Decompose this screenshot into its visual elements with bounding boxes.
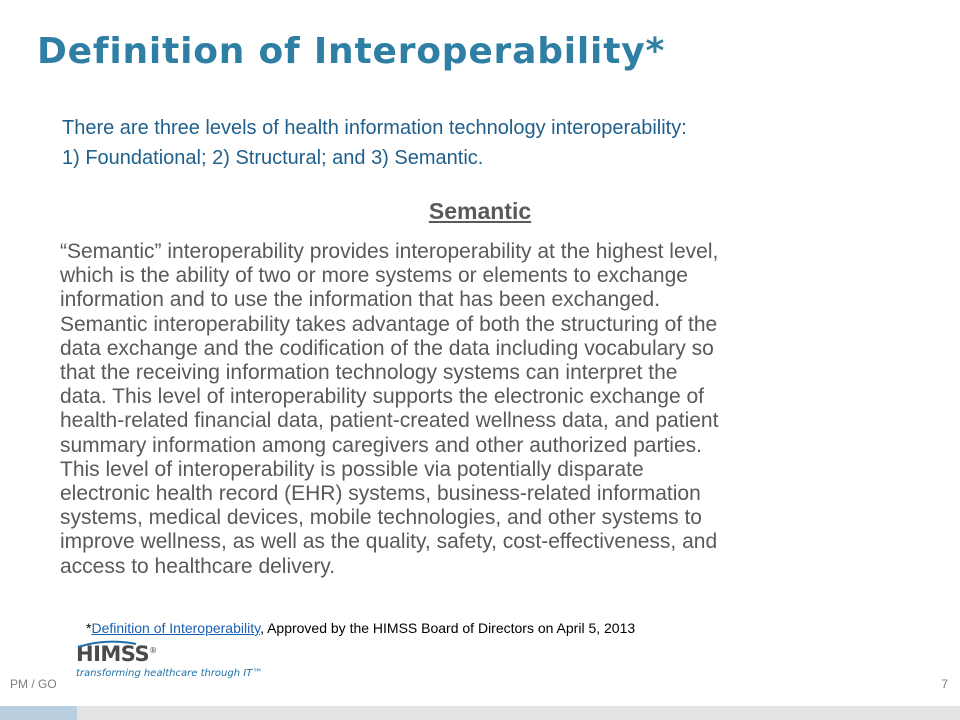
footer-initials: PM / GO: [10, 677, 57, 691]
body-line: summary information among caregivers and other authorized parties.: [60, 433, 702, 457]
swoosh-icon: [76, 640, 138, 650]
himss-wordmark-text: HIMSS: [76, 642, 150, 666]
section-heading: Semantic: [428, 198, 532, 224]
body-line: data exchange and the codification of the data including vocabulary so: [60, 336, 714, 360]
body-line: improve wellness, as well as the quality, safety, cost-effectiveness, and: [60, 530, 718, 554]
footnote-text: , Approved by the HIMSS Board of Directors on April 5, 2013: [260, 620, 636, 636]
slide-title: Definition of Interoperability*: [37, 31, 666, 72]
body-line: which is the ability of two or more systems or elements to exchange: [60, 264, 688, 288]
intro-line: There are three levels of health information technology interoperability:: [62, 117, 687, 139]
body-line: access to healthcare delivery.: [60, 554, 336, 578]
body-line: electronic health record (EHR) systems, business-related information: [60, 482, 701, 506]
body-line: This level of interoperability is possible via potentially disparate: [60, 457, 644, 481]
body-line: data. This level of interoperability supports the electronic exchange of: [60, 385, 704, 409]
definition-link[interactable]: Definition of Interoperability: [91, 620, 261, 636]
registered-mark: ®: [149, 646, 157, 655]
body-line: Semantic interoperability takes advantage of both the structuring of the: [60, 312, 718, 336]
intro-line: 1) Foundational; 2) Structural; and 3) Semantic.: [62, 147, 484, 169]
intro-paragraph: [62, 113, 942, 173]
page-number: 7: [941, 677, 948, 691]
body-line: systems, medical devices, mobile technologies, and other systems to: [60, 506, 702, 530]
himss-wordmark: [76, 638, 262, 667]
body-line: that the receiving information technology systems can interpret the: [60, 361, 678, 385]
body-line: information and to use the information that has been exchanged.: [60, 288, 661, 312]
body-line: health-related financial data, patient-created wellness data, and patient: [60, 409, 719, 433]
footer-bar: [0, 706, 960, 720]
body-line: “Semantic” interoperability provides interoperability at the highest level,: [60, 240, 719, 263]
definition-paragraph: [60, 240, 940, 579]
himss-logo: [76, 638, 262, 679]
footnote-asterisk: *: [86, 620, 92, 636]
logo-tagline: transforming healthcare through IT™: [76, 668, 263, 679]
footer-bar-accent: [0, 706, 77, 720]
footnote: [86, 620, 635, 636]
